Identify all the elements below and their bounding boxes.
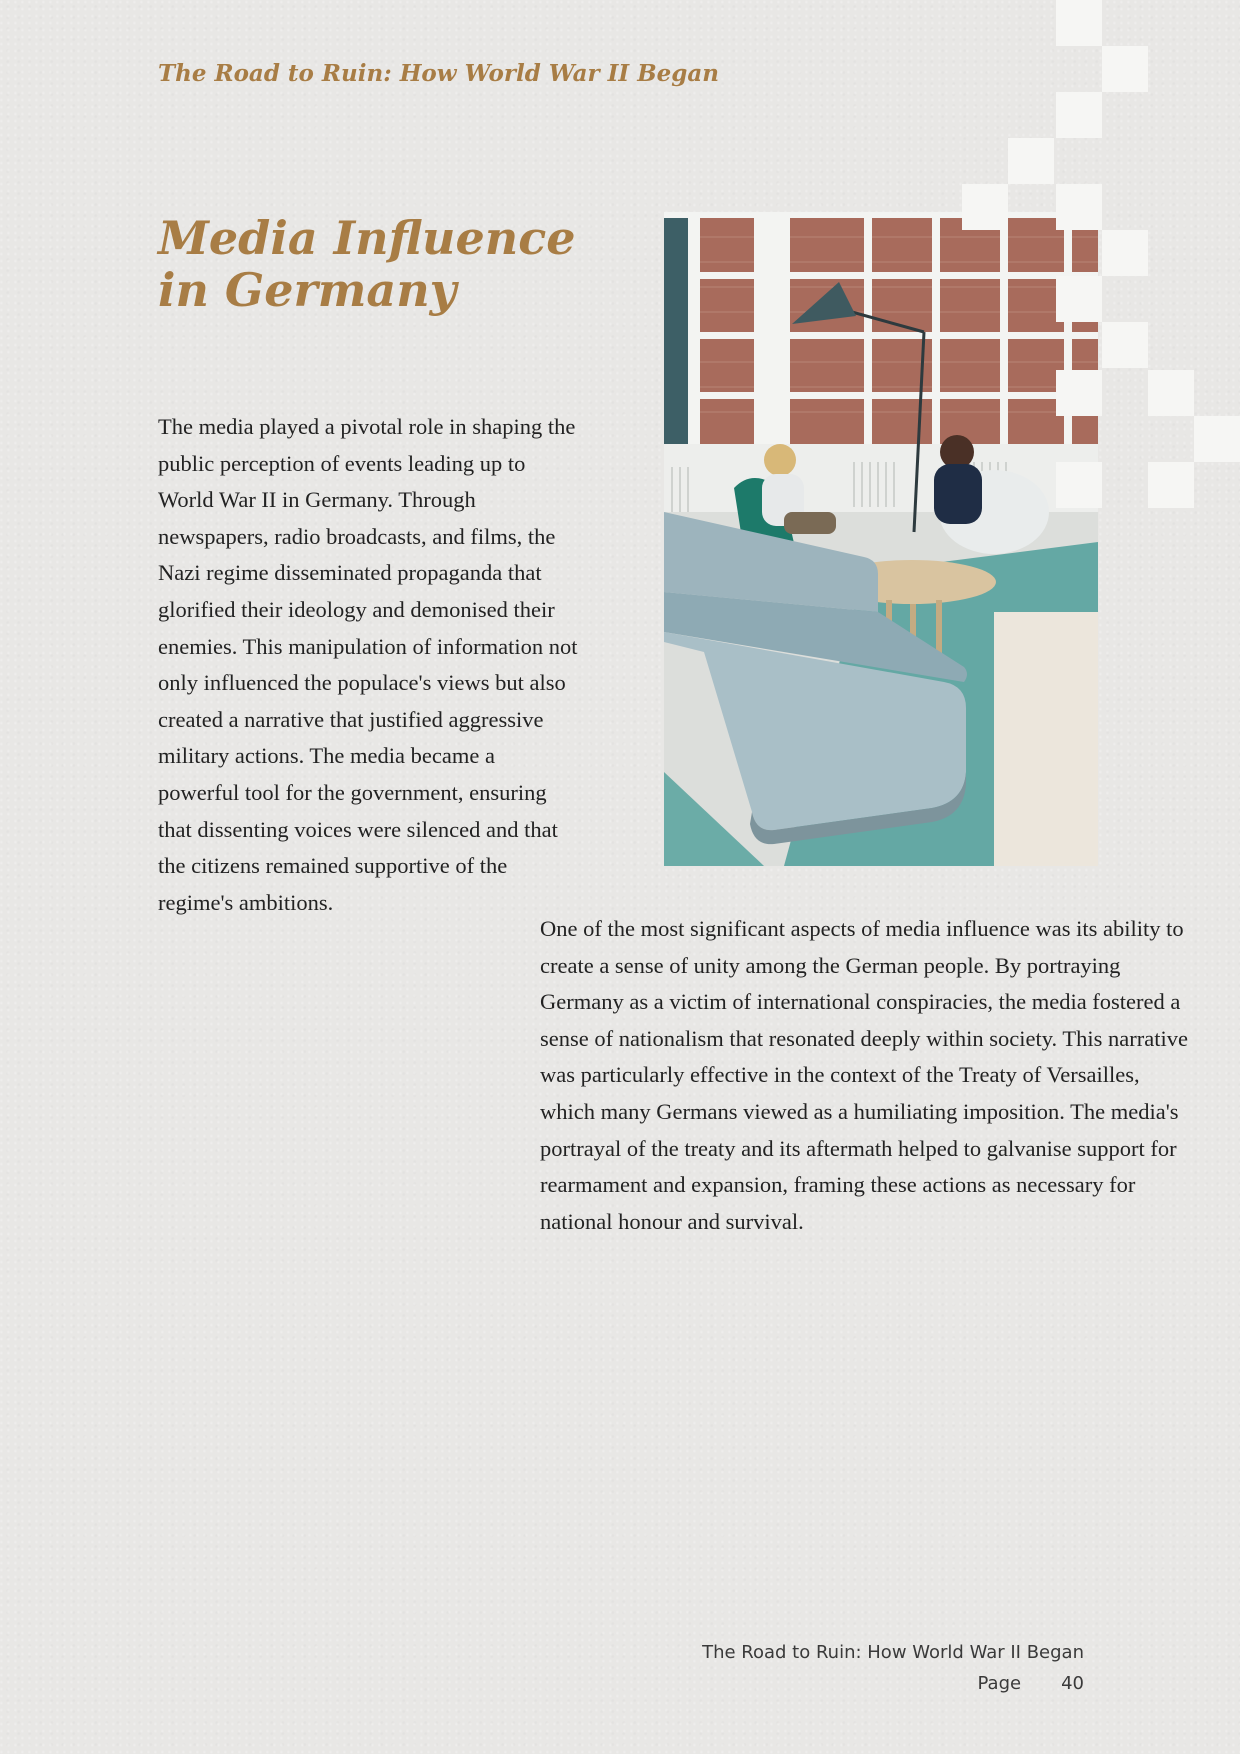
checker-square bbox=[1148, 370, 1194, 416]
checker-square bbox=[1102, 230, 1148, 276]
footer-title: The Road to Ruin: How World War II Began bbox=[702, 1642, 1084, 1663]
footer-page-value: 40 bbox=[1061, 1673, 1084, 1694]
checker-square bbox=[1102, 46, 1148, 92]
footer-page-label: Page bbox=[977, 1673, 1022, 1694]
lounge-photo bbox=[664, 212, 1098, 866]
section-title: Media Influence in Germany bbox=[158, 211, 576, 317]
checker-square bbox=[962, 184, 1008, 230]
checker-square bbox=[1056, 0, 1102, 46]
checker-square bbox=[1194, 416, 1240, 462]
footer-page-number bbox=[978, 1673, 1084, 1694]
checker-square bbox=[1102, 322, 1148, 368]
checker-square bbox=[1008, 138, 1054, 184]
checker-square bbox=[1148, 462, 1194, 508]
checker-square bbox=[1056, 92, 1102, 138]
body-paragraph-2: One of the most significant aspects of media influence was its ability to create a sense of unity among the German people. By portraying Germany as a victim of international conspiracies, the media fostered a sense of nationalism that resonated deeply within society. This narrative was particularly effective in the context of the Treaty of Versailles, which many Germans viewed as a humiliating imposition. The media's portrayal of the treaty and its aftermath helped to galvanise support for rearmament and expansion, framing these actions as necessary for national honour and survival. bbox=[540, 916, 1188, 1234]
checker-square bbox=[1056, 184, 1102, 230]
checker-square bbox=[1056, 370, 1102, 416]
checker-square bbox=[1056, 276, 1102, 322]
running-header: The Road to Ruin: How World War II Began bbox=[158, 60, 719, 87]
body-paragraph-1: The media played a pivotal role in shaping the public perception of events leading up to World War II in Germany. Through newspapers, radio broadcasts, and films, the Nazi regime disseminated propaganda that glorified their ideology and demonised their enemies. This manipulation of information not only influenced the populace's views but also created a narrative that justified aggressive military actions. The media became a powerful tool for the government, ensuring that dissenting voices were silenced and that the citizens remained supportive of the regime's ambitions. bbox=[158, 414, 578, 915]
checker-square bbox=[1056, 462, 1102, 508]
